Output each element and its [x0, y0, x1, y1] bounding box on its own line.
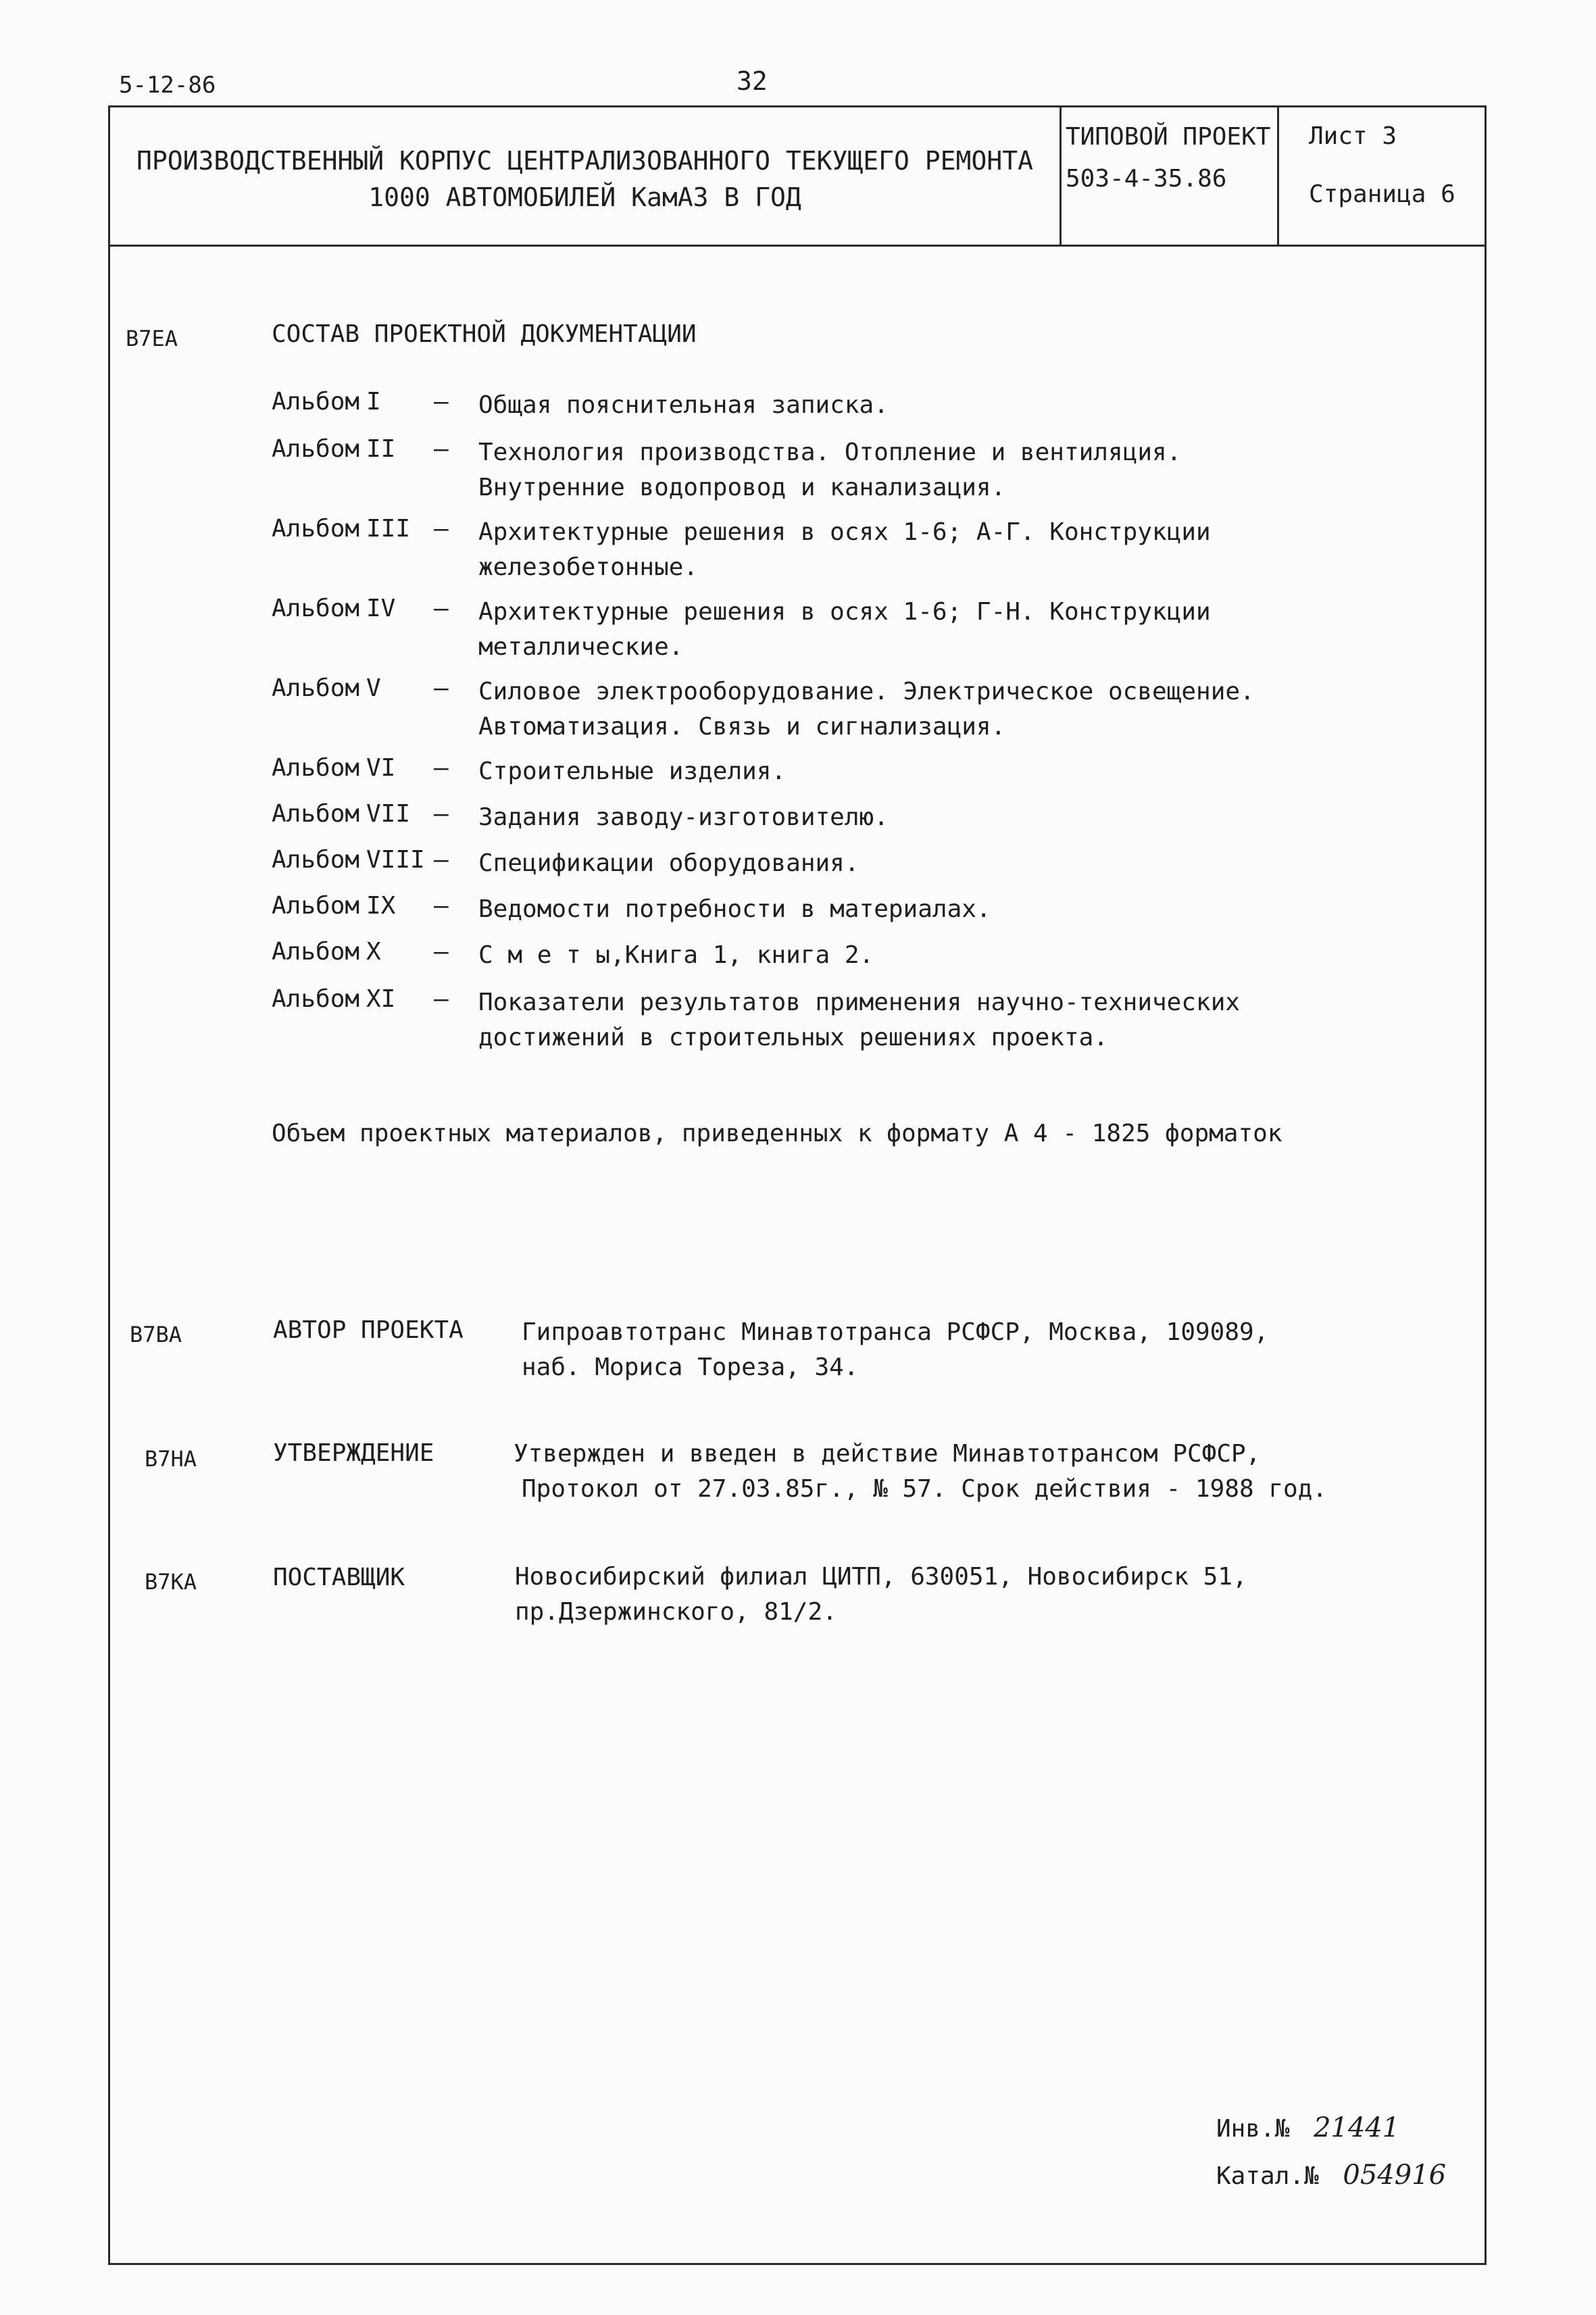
title-line-1: ПРОИЗВОДСТВЕННЫЙ КОРПУС ЦЕНТРАЛИЗОВАННОГО ТЕКУЩЕГО РЕМОНТА [136, 146, 1033, 176]
album-dash: – [434, 938, 449, 966]
project-cell [1062, 107, 1279, 245]
album-item [272, 800, 1420, 841]
album-dash: – [434, 754, 449, 782]
album-description [478, 754, 786, 789]
album-dash: – [434, 985, 449, 1013]
album-description-line: Показатели результатов применения научно-технических [478, 989, 1241, 1016]
album-description [478, 800, 889, 835]
album-description-line: железобетонные. [478, 553, 699, 581]
approval-label: УТВЕРЖДЕНИЕ [273, 1439, 434, 1467]
title-line-2: 1000 АВТОМОБИЛЕЙ КамАЗ В ГОД [368, 182, 801, 212]
album-word: Альбом [272, 754, 360, 782]
composition-code: В7ЕА [126, 326, 178, 351]
album-description [478, 938, 874, 973]
album-dash: – [434, 388, 449, 416]
album-description-line: Внутренние водопровод и канализация. [478, 474, 1006, 501]
album-word: Альбом [272, 938, 360, 966]
supplier-code: В7КА [145, 1569, 197, 1595]
album-word: Альбом [272, 985, 360, 1013]
album-description-line: достижений в строительных решениях проекта. [478, 1024, 1108, 1051]
inventory-label: Инв.№ [1216, 2115, 1290, 2143]
album-dash: – [434, 846, 449, 874]
composition-heading: СОСТАВ ПРОЕКТНОЙ ДОКУМЕНТАЦИИ [272, 320, 697, 348]
album-description-line: Архитектурные решения в осях 1-6; Г-Н. Конструкции [478, 598, 1211, 626]
album-item [272, 892, 1420, 932]
album-description-line: Автоматизация. Связь и сигнализация. [478, 713, 1006, 741]
document-title [110, 107, 1062, 245]
album-description [478, 985, 1240, 1055]
corner-code: 5-12-86 [119, 72, 216, 99]
album-item [272, 674, 1420, 741]
album-description [478, 892, 991, 927]
album-number: I [366, 388, 381, 416]
album-description-line: С м е т ы,Книга 1, книга 2. [478, 941, 874, 969]
document-frame [108, 105, 1487, 2265]
approval-line-1: Утвержден и введен в действие Минавтотрансом РСФСР, [514, 1440, 1261, 1468]
album-number: V [366, 674, 381, 702]
album-number: VI [366, 754, 396, 782]
author-line-2: наб. Мориса Тореза, 34. [522, 1353, 859, 1381]
album-word: Альбом [272, 388, 360, 416]
album-dash: – [434, 435, 449, 463]
album-dash: – [434, 800, 449, 828]
album-word: Альбом [272, 846, 360, 874]
album-description [478, 435, 1181, 505]
supplier-line-1: Новосибирский филиал ЦИТП, 630051, Новосибирск 51, [515, 1563, 1247, 1591]
album-description-line: Ведомости потребности в материалах. [478, 895, 991, 923]
album-description-line: Общая пояснительная записка. [478, 391, 889, 419]
album-description [478, 846, 859, 881]
author-label: АВТОР ПРОЕКТА [273, 1316, 464, 1344]
catalog-label: Катал.№ [1216, 2162, 1319, 2190]
album-number: II [366, 435, 396, 463]
album-dash: – [434, 595, 449, 622]
title-block [110, 107, 1485, 247]
album-description-line: Технология производства. Отопление и вентиляция. [478, 439, 1182, 466]
sheet-cell [1279, 107, 1485, 245]
author-code: В7ВА [130, 1322, 182, 1347]
volume-note: Объем проектных материалов, приведенных к формату А 4 - 1825 форматок [272, 1120, 1282, 1147]
album-item [272, 388, 1420, 428]
album-description-line: металлические. [478, 633, 684, 661]
approval-code: В7НА [145, 1446, 197, 1472]
album-dash: – [434, 674, 449, 702]
sheet-number: Лист 3 [1309, 122, 1397, 150]
catalog-stamp [1216, 2160, 1446, 2191]
inventory-stamp [1216, 2112, 1399, 2143]
album-description-line: Силовое электрооборудование. Электрическое освещение. [478, 678, 1255, 705]
supplier-label: ПОСТАВЩИК [273, 1564, 405, 1591]
album-description [478, 388, 889, 423]
album-item [272, 595, 1420, 661]
album-number: VII [366, 800, 411, 828]
album-description-line: Строительные изделия. [478, 757, 787, 785]
album-word: Альбом [272, 515, 360, 543]
album-description-line: Архитектурные решения в осях 1-6; А-Г. Конструкции [478, 518, 1211, 546]
project-label: ТИПОВОЙ ПРОЕКТ [1066, 123, 1271, 151]
page-number: 32 [737, 66, 768, 96]
album-number: XI [366, 985, 396, 1013]
album-dash: – [434, 892, 449, 920]
album-item [272, 754, 1420, 795]
album-item [272, 938, 1420, 978]
album-item [272, 846, 1420, 887]
supplier-line-2: пр.Дзержинского, 81/2. [515, 1598, 837, 1626]
album-word: Альбом [272, 595, 360, 622]
album-word: Альбом [272, 800, 360, 828]
album-description-line: Задания заводу-изготовителю. [478, 803, 889, 831]
album-dash: – [434, 515, 449, 543]
album-word: Альбом [272, 674, 360, 702]
album-number: IX [366, 892, 396, 920]
album-item [272, 515, 1420, 581]
project-number: 503-4-35.86 [1066, 165, 1227, 193]
author-line-1: Гипроавтотранс Минавтотранса РСФСР, Москва, 109089, [522, 1318, 1269, 1346]
album-item [272, 985, 1420, 1051]
catalog-number: 054916 [1343, 2160, 1447, 2191]
page-label: Страница 6 [1309, 180, 1455, 208]
album-description [478, 674, 1255, 745]
approval-line-2: Протокол от 27.03.85г., № 57. Срок действия - 1988 год. [522, 1475, 1328, 1503]
album-number: X [366, 938, 381, 966]
album-number: IV [366, 595, 396, 622]
album-item [272, 435, 1420, 501]
album-word: Альбом [272, 435, 360, 463]
inventory-number: 21441 [1314, 2112, 1400, 2143]
album-word: Альбом [272, 892, 360, 920]
album-description-line: Спецификации оборудования. [478, 849, 859, 877]
album-description [478, 595, 1211, 665]
album-description [478, 515, 1211, 585]
album-number: III [366, 515, 411, 543]
album-number: VIII [366, 846, 425, 874]
